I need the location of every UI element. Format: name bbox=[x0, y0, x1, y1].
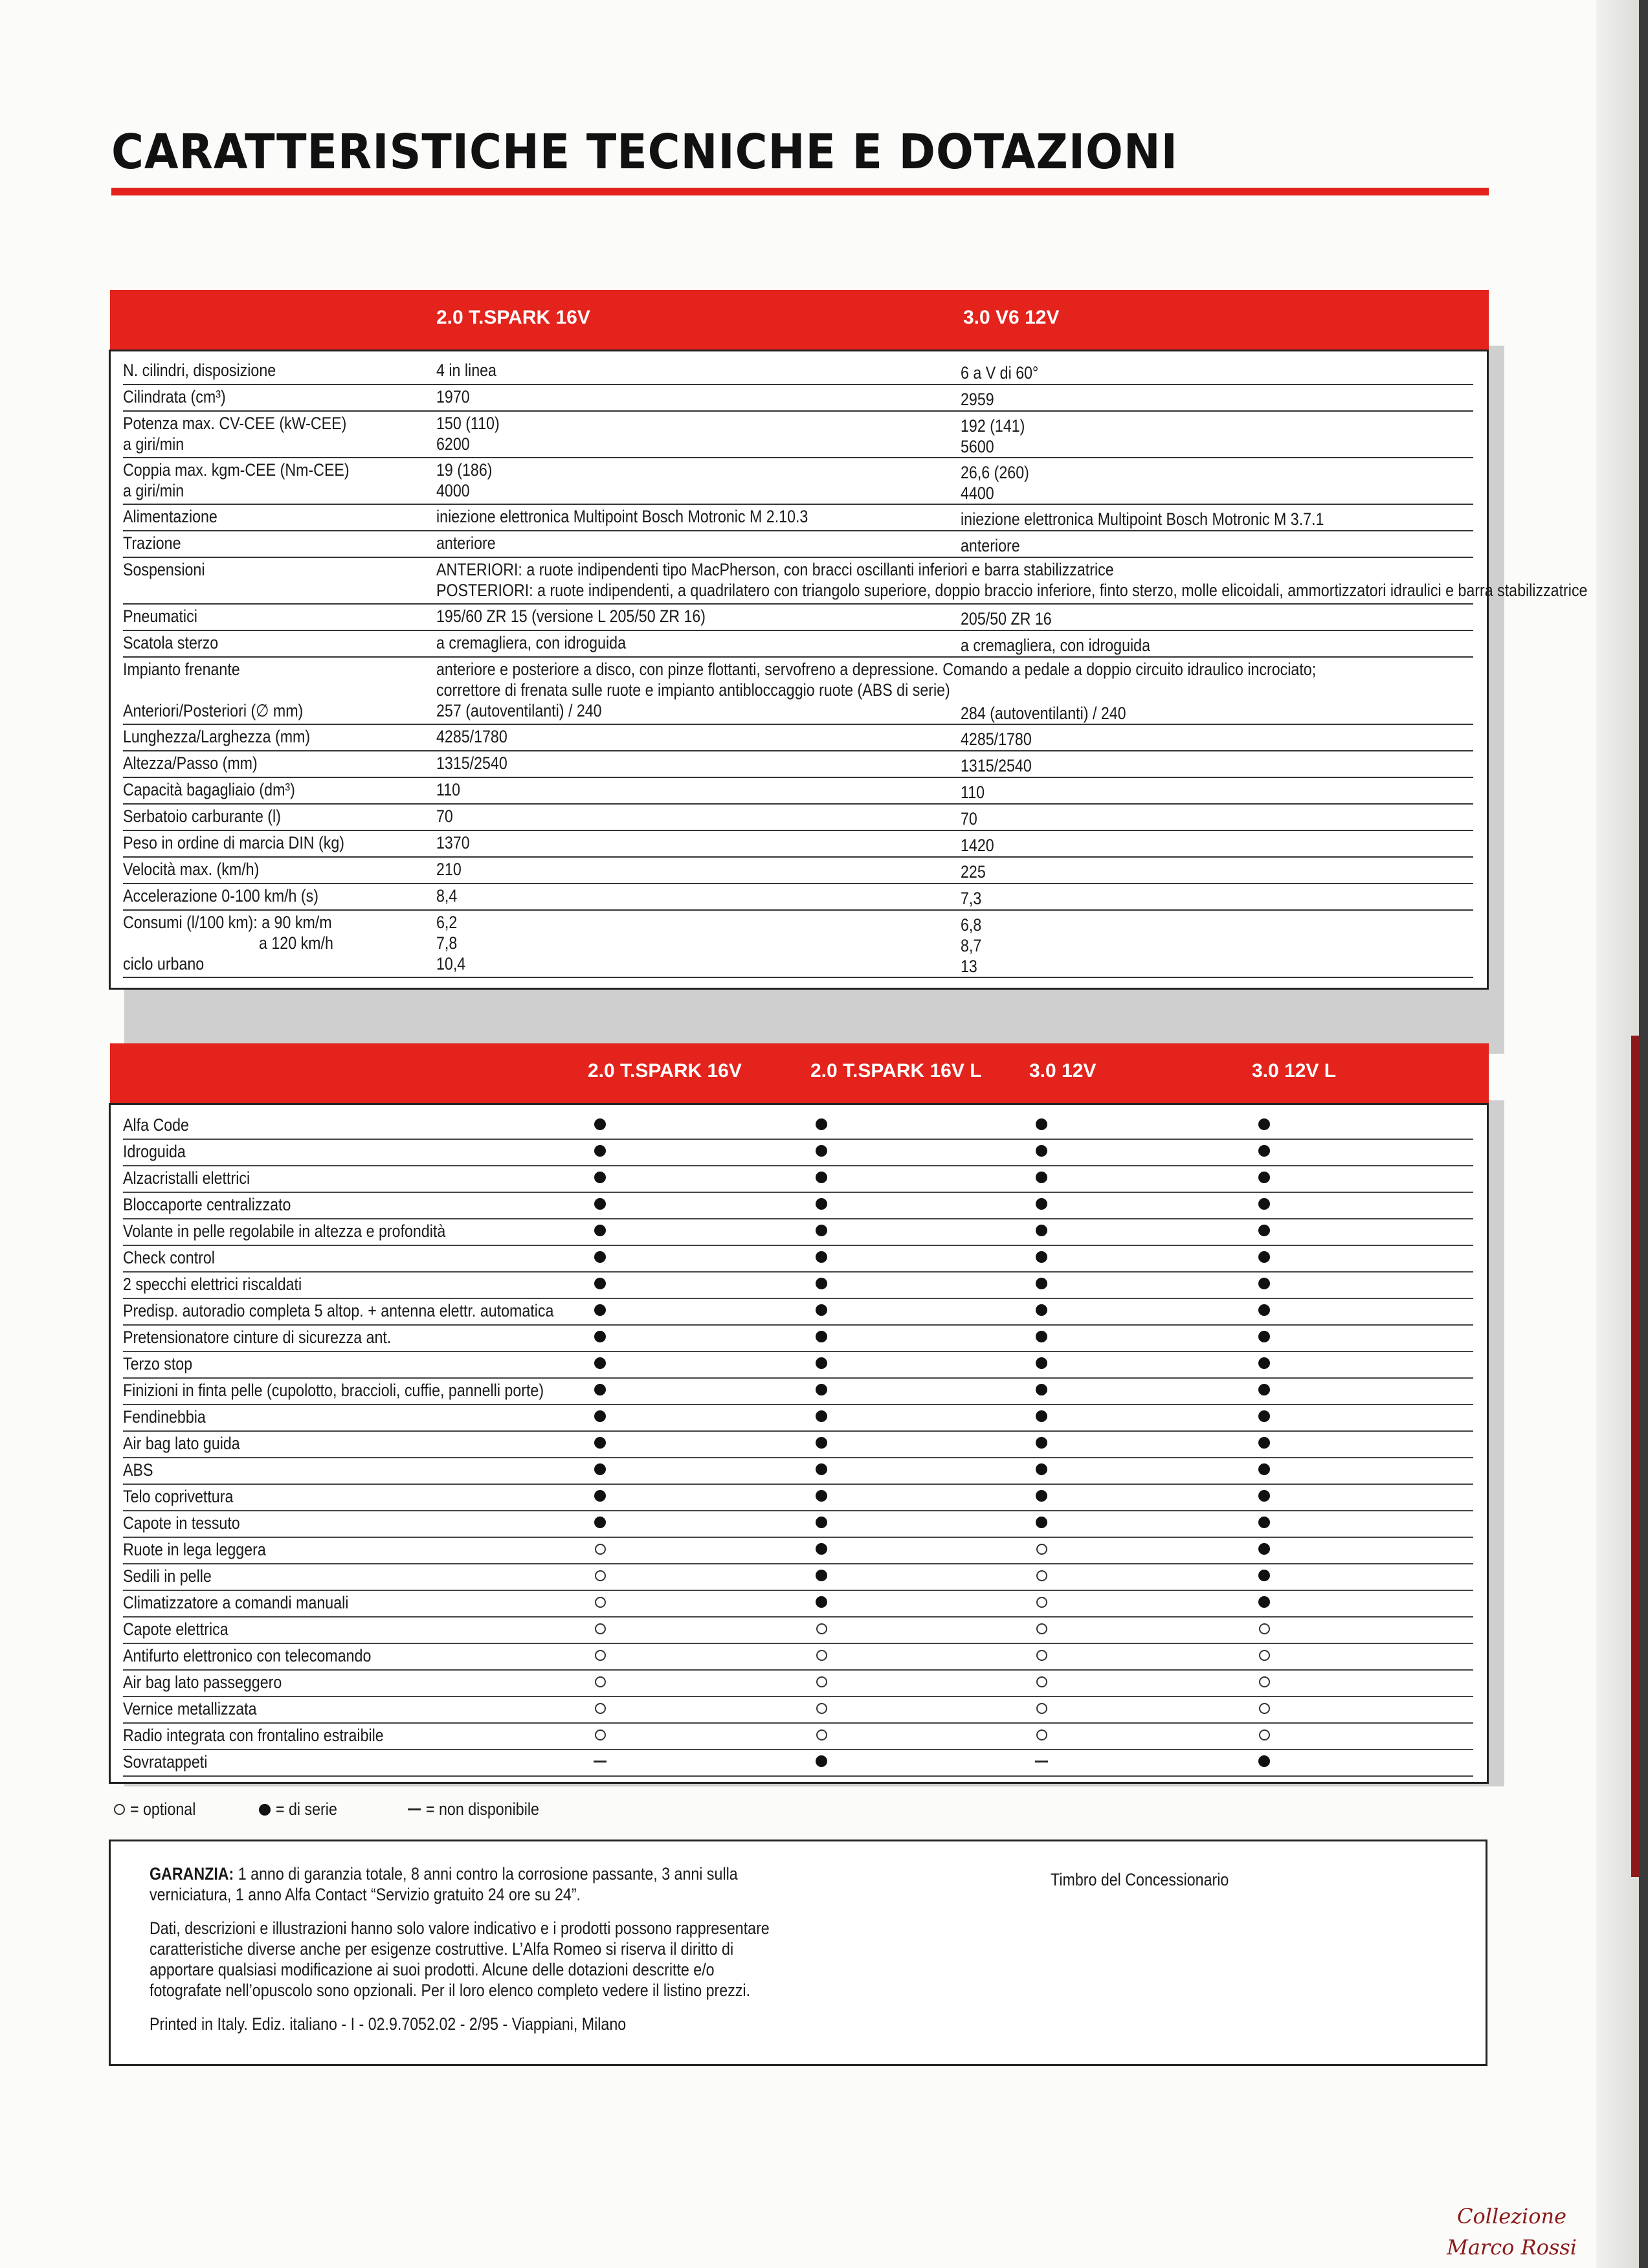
equipment-row bbox=[123, 1324, 1473, 1352]
standard-dot-icon bbox=[1257, 1356, 1271, 1370]
standard-dot-icon bbox=[593, 1276, 607, 1291]
spec-value-2-0: 8,4 bbox=[436, 886, 458, 906]
spec-value-2-0: 1315/2540 bbox=[436, 753, 507, 773]
optional-circle-icon bbox=[593, 1595, 607, 1609]
equipment-label: Capote elettrica bbox=[123, 1619, 228, 1639]
equipment-row bbox=[123, 1669, 1473, 1697]
standard-dot-icon bbox=[593, 1329, 607, 1344]
standard-dot-icon bbox=[593, 1117, 607, 1131]
standard-dot-icon bbox=[1034, 1170, 1049, 1184]
spec-value-3-0: iniezione elettronica Multipoint Bosch Motronic M 3.7.1 bbox=[961, 509, 1324, 529]
spec-row bbox=[123, 410, 1473, 458]
optional-circle-icon bbox=[593, 1542, 607, 1556]
optional-circle-icon bbox=[593, 1674, 607, 1689]
spec-label: Impianto frenante bbox=[123, 660, 240, 679]
spec-label: Serbatoio carburante (l) bbox=[123, 806, 281, 826]
optional-circle-icon bbox=[1257, 1674, 1271, 1689]
spec-row bbox=[123, 750, 1473, 778]
spec-value-2-0: 4000 bbox=[436, 481, 470, 500]
spec-row bbox=[123, 656, 1473, 725]
equipment-label: Sedili in pelle bbox=[123, 1566, 212, 1586]
not-available-dash-icon bbox=[593, 1754, 607, 1768]
standard-dot-icon bbox=[1034, 1276, 1049, 1291]
optional-circle-icon bbox=[593, 1621, 607, 1636]
spec-value-2-0: 1970 bbox=[436, 387, 470, 406]
spec-full-text: anteriore e posteriore a disco, con pinze flottanti, servofreno a depressione. Comando a pedale a doppio circuito idraulico incrociato; bbox=[436, 660, 1317, 679]
spec-value-3-0: 225 bbox=[961, 862, 986, 882]
equipment-label: Idroguida bbox=[123, 1142, 186, 1161]
spec-value-3-0: anteriore bbox=[961, 536, 1020, 555]
standard-dot-icon bbox=[1034, 1383, 1049, 1397]
equipment-label: Radio integrata con frontalino estraibile bbox=[123, 1726, 384, 1745]
spec-label: Velocità max. (km/h) bbox=[123, 860, 260, 879]
spec-value-3-0: a cremagliera, con idroguida bbox=[961, 636, 1151, 655]
equipment-row bbox=[123, 1590, 1473, 1618]
spec-value-2-0: 6200 bbox=[436, 434, 470, 454]
standard-dot-icon bbox=[593, 1170, 607, 1184]
optional-circle-icon bbox=[1034, 1728, 1049, 1742]
equipment-row bbox=[123, 1298, 1473, 1326]
spec-value-2-0: 7,8 bbox=[436, 933, 458, 953]
standard-dot-icon bbox=[1257, 1250, 1271, 1264]
standard-dot-icon bbox=[1034, 1409, 1049, 1423]
legend-nd: = non disponibile bbox=[408, 1799, 557, 1819]
spec-value-2-0: 110 bbox=[436, 780, 461, 799]
spec-value-2-0: 257 (autoventilanti) / 240 bbox=[436, 701, 602, 720]
standard-dot-icon bbox=[814, 1170, 829, 1184]
equipment-label: Air bag lato guida bbox=[123, 1434, 240, 1453]
spec-value-2-0: 6,2 bbox=[436, 913, 458, 932]
equipment-row bbox=[123, 1404, 1473, 1432]
standard-dot-icon bbox=[1257, 1436, 1271, 1450]
equipment-label: 2 specchi elettrici riscaldati bbox=[123, 1274, 302, 1294]
equipment-row bbox=[123, 1271, 1473, 1299]
standard-dot-icon bbox=[814, 1595, 829, 1609]
standard-dot-icon bbox=[1257, 1170, 1271, 1184]
spec-row bbox=[123, 724, 1473, 751]
standard-dot-icon bbox=[593, 1144, 607, 1158]
standard-dot-icon bbox=[814, 1329, 829, 1344]
spec-row bbox=[123, 856, 1473, 884]
standard-dot-icon bbox=[814, 1542, 829, 1556]
spec-label: Trazione bbox=[123, 533, 181, 553]
equipment-row bbox=[123, 1351, 1473, 1379]
standard-dot-icon bbox=[1257, 1383, 1271, 1397]
specs-header-bar bbox=[110, 290, 1489, 350]
standard-dot-icon bbox=[814, 1462, 829, 1476]
optional-circle-icon bbox=[1034, 1648, 1049, 1662]
spec-value-3-0: 4285/1780 bbox=[961, 729, 1032, 749]
standard-dot-icon bbox=[1257, 1144, 1271, 1158]
dealer-stamp-label: Timbro del Concessionario bbox=[1051, 1870, 1229, 1889]
standard-dot-icon bbox=[1034, 1515, 1049, 1529]
standard-dot-icon bbox=[814, 1515, 829, 1529]
optional-circle-icon bbox=[114, 1804, 125, 1815]
standard-dot-icon bbox=[814, 1197, 829, 1211]
standard-dot-icon bbox=[814, 1250, 829, 1264]
not-available-dash-icon bbox=[408, 1808, 421, 1810]
standard-dot-icon bbox=[1257, 1303, 1271, 1317]
spec-value-2-0: anteriore bbox=[436, 533, 496, 553]
optional-circle-icon bbox=[1257, 1621, 1271, 1636]
spec-value-3-0: 192 (141) bbox=[961, 416, 1025, 436]
standard-dot-icon bbox=[593, 1383, 607, 1397]
spec-row bbox=[123, 777, 1473, 805]
spec-row bbox=[123, 830, 1473, 858]
equip-header-col-4: 3.0 12V L bbox=[1252, 1060, 1337, 1082]
standard-dot-icon bbox=[814, 1754, 829, 1768]
standard-dot-icon bbox=[259, 1804, 271, 1816]
garanzia-text: 1 anno di garanzia totale, 8 anni contro la corrosione passante, 3 anni sulla verniciatura, 1 anno Alfa Contact “Servizio gratuito 24 ore su 24”. bbox=[150, 1864, 738, 1904]
spec-value-2-0: a cremagliera, con idroguida bbox=[436, 633, 627, 652]
specs-header-col-1: 2.0 T.SPARK 16V bbox=[436, 307, 590, 328]
spec-row bbox=[123, 883, 1473, 911]
standard-dot-icon bbox=[1034, 1489, 1049, 1503]
legend-serie: = di serie bbox=[259, 1799, 347, 1819]
spec-value-2-0: iniezione elettronica Multipoint Bosch Motronic M 2.10.3 bbox=[436, 507, 808, 526]
equipment-label: Alzacristalli elettrici bbox=[123, 1168, 251, 1188]
standard-dot-icon bbox=[1257, 1197, 1271, 1211]
optional-circle-icon bbox=[814, 1621, 829, 1636]
equipment-row bbox=[123, 1139, 1473, 1166]
spec-value-2-0: 1370 bbox=[436, 833, 470, 852]
standard-dot-icon bbox=[593, 1356, 607, 1370]
standard-dot-icon bbox=[1257, 1489, 1271, 1503]
equipment-row bbox=[123, 1377, 1473, 1405]
standard-dot-icon bbox=[593, 1436, 607, 1450]
spec-row bbox=[123, 909, 1473, 978]
spec-label: ciclo urbano bbox=[123, 954, 205, 973]
standard-dot-icon bbox=[593, 1223, 607, 1238]
spec-value-2-0: 19 (186) bbox=[436, 460, 493, 480]
equipment-label: Alfa Code bbox=[123, 1115, 189, 1135]
equipment-label: Climatizzatore a comandi manuali bbox=[123, 1593, 349, 1612]
standard-dot-icon bbox=[1257, 1595, 1271, 1609]
spec-value-2-0: 10,4 bbox=[436, 954, 466, 973]
not-available-dash-icon bbox=[1034, 1754, 1049, 1768]
legend-optional: = optional bbox=[114, 1799, 206, 1819]
spec-row bbox=[123, 803, 1473, 831]
optional-circle-icon bbox=[814, 1728, 829, 1742]
standard-dot-icon bbox=[814, 1436, 829, 1450]
equipment-label: Bloccaporte centralizzato bbox=[123, 1195, 291, 1214]
spec-value-3-0: 110 bbox=[961, 783, 985, 802]
standard-dot-icon bbox=[1257, 1754, 1271, 1768]
printed-line: Printed in Italy. Ediz. italiano - I - 02.9.7052.02 - 2/95 - Viappiani, Milano bbox=[150, 2014, 627, 2034]
equipment-row bbox=[123, 1643, 1473, 1671]
spec-label: N. cilindri, disposizione bbox=[123, 361, 276, 380]
spec-row bbox=[123, 457, 1473, 505]
spec-value-2-0: 195/60 ZR 15 (versione L 205/50 ZR 16) bbox=[436, 606, 706, 626]
spec-value-3-0: 26,6 (260) bbox=[961, 463, 1029, 482]
garanzia-label: GARANZIA: bbox=[150, 1864, 234, 1884]
standard-dot-icon bbox=[814, 1356, 829, 1370]
optional-circle-icon bbox=[593, 1701, 607, 1715]
equipment-label: Sovratappeti bbox=[123, 1752, 208, 1772]
equipment-row bbox=[123, 1722, 1473, 1750]
spec-label: Peso in ordine di marcia DIN (kg) bbox=[123, 833, 344, 852]
equipment-row bbox=[123, 1616, 1473, 1644]
spec-label: Potenza max. CV-CEE (kW-CEE) bbox=[123, 414, 347, 433]
equip-header-col-1: 2.0 T.SPARK 16V bbox=[588, 1060, 742, 1082]
spec-label: Sospensioni bbox=[123, 560, 205, 579]
spec-label: a giri/min bbox=[123, 434, 184, 454]
optional-circle-icon bbox=[1034, 1621, 1049, 1636]
equipment-label: Pretensionatore cinture di sicurezza ant. bbox=[123, 1328, 392, 1347]
garanzia-paragraph bbox=[150, 1863, 773, 1905]
spec-row bbox=[123, 504, 1473, 531]
equip-header-bar bbox=[110, 1043, 1489, 1103]
equipment-row bbox=[123, 1484, 1473, 1511]
spec-value-2-0: 4285/1780 bbox=[436, 727, 507, 746]
standard-dot-icon bbox=[814, 1144, 829, 1158]
equipment-label: Check control bbox=[123, 1248, 215, 1267]
spec-label: Pneumatici bbox=[123, 606, 197, 626]
spec-value-3-0: 1420 bbox=[961, 836, 994, 855]
optional-circle-icon bbox=[814, 1674, 829, 1689]
spec-value-3-0: 70 bbox=[961, 809, 977, 828]
equipment-label: Finizioni in finta pelle (cupolotto, braccioli, cuffie, pannelli porte) bbox=[123, 1381, 544, 1400]
spec-value-3-0: 205/50 ZR 16 bbox=[961, 609, 1052, 628]
standard-dot-icon bbox=[814, 1383, 829, 1397]
standard-dot-icon bbox=[593, 1515, 607, 1529]
standard-dot-icon bbox=[1034, 1329, 1049, 1344]
equipment-label: Air bag lato passeggero bbox=[123, 1673, 282, 1692]
spec-label: a 120 km/h bbox=[259, 933, 333, 953]
spec-row bbox=[123, 530, 1473, 558]
spec-value-3-0: 6,8 bbox=[961, 915, 982, 935]
optional-circle-icon bbox=[1257, 1648, 1271, 1662]
spec-label: Lunghezza/Larghezza (mm) bbox=[123, 727, 311, 746]
equipment-row bbox=[123, 1696, 1473, 1724]
equipment-label: Predisp. autoradio completa 5 altop. + antenna elettr. automatica bbox=[123, 1301, 554, 1320]
equipment-row bbox=[123, 1112, 1473, 1140]
standard-dot-icon bbox=[1034, 1250, 1049, 1264]
spec-value-3-0: 7,3 bbox=[961, 889, 982, 908]
standard-dot-icon bbox=[593, 1303, 607, 1317]
spec-value-3-0: 284 (autoventilanti) / 240 bbox=[961, 704, 1126, 723]
standard-dot-icon bbox=[1034, 1462, 1049, 1476]
spec-label: Cilindrata (cm³) bbox=[123, 387, 226, 406]
spec-value-3-0: 8,7 bbox=[961, 936, 982, 955]
spec-full-text: correttore di frenata sulle ruote e impianto antibloccaggio ruote (ABS di serie) bbox=[436, 680, 950, 700]
equipment-label: Ruote in lega leggera bbox=[123, 1540, 266, 1559]
standard-dot-icon bbox=[1257, 1223, 1271, 1238]
standard-dot-icon bbox=[1257, 1329, 1271, 1344]
spec-row bbox=[123, 557, 1588, 605]
optional-circle-icon bbox=[1034, 1595, 1049, 1609]
equipment-row bbox=[123, 1537, 1473, 1564]
spec-value-3-0: 4400 bbox=[961, 484, 994, 503]
spec-label: Capacità bagagliaio (dm³) bbox=[123, 780, 295, 799]
standard-dot-icon bbox=[593, 1489, 607, 1503]
standard-dot-icon bbox=[593, 1409, 607, 1423]
spec-full-text: POSTERIORI: a ruote indipendenti, a quadrilatero con triangolo superiore, doppio braccio inferiore, finto sterzo, molle elicoidali, ammortizzatori idraulici e barra stabilizzatrice bbox=[436, 581, 1588, 600]
standard-dot-icon bbox=[1257, 1542, 1271, 1556]
standard-dot-icon bbox=[814, 1303, 829, 1317]
equipment-row bbox=[123, 1510, 1473, 1538]
spec-value-3-0: 2959 bbox=[961, 390, 994, 409]
standard-dot-icon bbox=[814, 1568, 829, 1583]
spec-label: Consumi (l/100 km): a 90 km/m bbox=[123, 913, 332, 932]
equipment-row bbox=[123, 1430, 1473, 1458]
standard-dot-icon bbox=[814, 1409, 829, 1423]
optional-circle-icon bbox=[1034, 1701, 1049, 1715]
equipment-label: Antifurto elettronico con telecomando bbox=[123, 1646, 372, 1665]
standard-dot-icon bbox=[814, 1223, 829, 1238]
spec-row bbox=[123, 603, 1473, 631]
equipment-label: Vernice metallizzata bbox=[123, 1699, 257, 1718]
page-edge-strip bbox=[1639, 0, 1648, 2268]
spec-value-3-0: 1315/2540 bbox=[961, 756, 1032, 775]
standard-dot-icon bbox=[1034, 1117, 1049, 1131]
spec-label: a giri/min bbox=[123, 481, 184, 500]
spec-value-2-0: 4 in linea bbox=[436, 361, 496, 380]
spec-value-3-0: 6 a V di 60° bbox=[961, 363, 1039, 383]
standard-dot-icon bbox=[814, 1489, 829, 1503]
spec-label: Coppia max. kgm-CEE (Nm-CEE) bbox=[123, 460, 350, 480]
optional-circle-icon bbox=[814, 1701, 829, 1715]
standard-dot-icon bbox=[593, 1197, 607, 1211]
standard-dot-icon bbox=[1034, 1223, 1049, 1238]
spec-row bbox=[123, 630, 1473, 658]
standard-dot-icon bbox=[1034, 1303, 1049, 1317]
optional-circle-icon bbox=[593, 1568, 607, 1583]
standard-dot-icon bbox=[593, 1462, 607, 1476]
spec-value-2-0: 210 bbox=[436, 860, 462, 879]
page-title: CARATTERISTICHE TECNICHE E DOTAZIONI bbox=[111, 124, 1178, 180]
standard-dot-icon bbox=[1034, 1197, 1049, 1211]
spec-value-2-0: 70 bbox=[436, 806, 453, 826]
spec-label: Scatola sterzo bbox=[123, 633, 219, 652]
standard-dot-icon bbox=[814, 1117, 829, 1131]
equipment-label: Volante in pelle regolabile in altezza e profondità bbox=[123, 1221, 446, 1241]
spec-label: Altezza/Passo (mm) bbox=[123, 753, 258, 773]
equipment-label: Telo coprivettura bbox=[123, 1487, 234, 1506]
optional-circle-icon bbox=[1034, 1674, 1049, 1689]
equipment-row bbox=[123, 1165, 1473, 1193]
optional-circle-icon bbox=[814, 1648, 829, 1662]
equipment-row bbox=[123, 1218, 1473, 1246]
equipment-row bbox=[123, 1245, 1473, 1273]
optional-circle-icon bbox=[1034, 1568, 1049, 1583]
optional-circle-icon bbox=[1257, 1728, 1271, 1742]
standard-dot-icon bbox=[1257, 1462, 1271, 1476]
equipment-label: ABS bbox=[123, 1460, 153, 1480]
standard-dot-icon bbox=[1257, 1276, 1271, 1291]
disclaimer-paragraph: Dati, descrizioni e illustrazioni hanno solo valore indicativo e i prodotti possono rappresentare caratteristiche diverse anche per esigenze costruttive. L’Alfa Romeo si riserva il diritto di apportare qualsiasi modificazione ai suoi prodotti. Alcune delle dotazioni descritte e/o fotografate nell’opuscolo sono opzionali. Per il loro elenco completo vedere il listino prezzi. bbox=[150, 1918, 770, 2000]
footer-box bbox=[109, 1840, 1487, 2066]
standard-dot-icon bbox=[1257, 1409, 1271, 1423]
spec-row bbox=[123, 384, 1473, 412]
optional-circle-icon bbox=[1034, 1542, 1049, 1556]
spec-full-text: ANTERIORI: a ruote indipendenti tipo MacPherson, con bracci oscillanti inferiori e barra stabilizzatrice bbox=[436, 560, 1114, 579]
equipment-label: Terzo stop bbox=[123, 1354, 193, 1373]
standard-dot-icon bbox=[1257, 1515, 1271, 1529]
collection-signature: Collezione Marco Rossi bbox=[1447, 2204, 1577, 2260]
optional-circle-icon bbox=[1257, 1701, 1271, 1715]
specs-header-col-2: 3.0 V6 12V bbox=[963, 307, 1060, 328]
equipment-row bbox=[123, 1749, 1473, 1777]
standard-dot-icon bbox=[1034, 1356, 1049, 1370]
equipment-label: Capote in tessuto bbox=[123, 1513, 240, 1533]
optional-circle-icon bbox=[593, 1728, 607, 1742]
equip-header-col-2: 2.0 T.SPARK 16V L bbox=[810, 1060, 982, 1082]
title-rule bbox=[111, 188, 1489, 195]
equipment-row bbox=[123, 1192, 1473, 1219]
equipment-label: Fendinebbia bbox=[123, 1407, 206, 1427]
standard-dot-icon bbox=[1034, 1436, 1049, 1450]
standard-dot-icon bbox=[1257, 1568, 1271, 1583]
spec-value-3-0: 5600 bbox=[961, 437, 994, 456]
spec-label: Anteriori/Posteriori (∅ mm) bbox=[123, 701, 304, 720]
standard-dot-icon bbox=[1034, 1144, 1049, 1158]
optional-circle-icon bbox=[593, 1648, 607, 1662]
spec-label: Accelerazione 0-100 km/h (s) bbox=[123, 886, 318, 906]
standard-dot-icon bbox=[1257, 1117, 1271, 1131]
spec-row bbox=[123, 357, 1473, 385]
standard-dot-icon bbox=[814, 1276, 829, 1291]
equip-header-col-3: 3.0 12V bbox=[1029, 1060, 1097, 1082]
spec-label: Alimentazione bbox=[123, 507, 217, 526]
equipment-row bbox=[123, 1457, 1473, 1485]
equipment-row bbox=[123, 1563, 1473, 1591]
spec-value-3-0: 13 bbox=[961, 957, 977, 976]
spec-value-2-0: 150 (110) bbox=[436, 414, 500, 433]
standard-dot-icon bbox=[593, 1250, 607, 1264]
